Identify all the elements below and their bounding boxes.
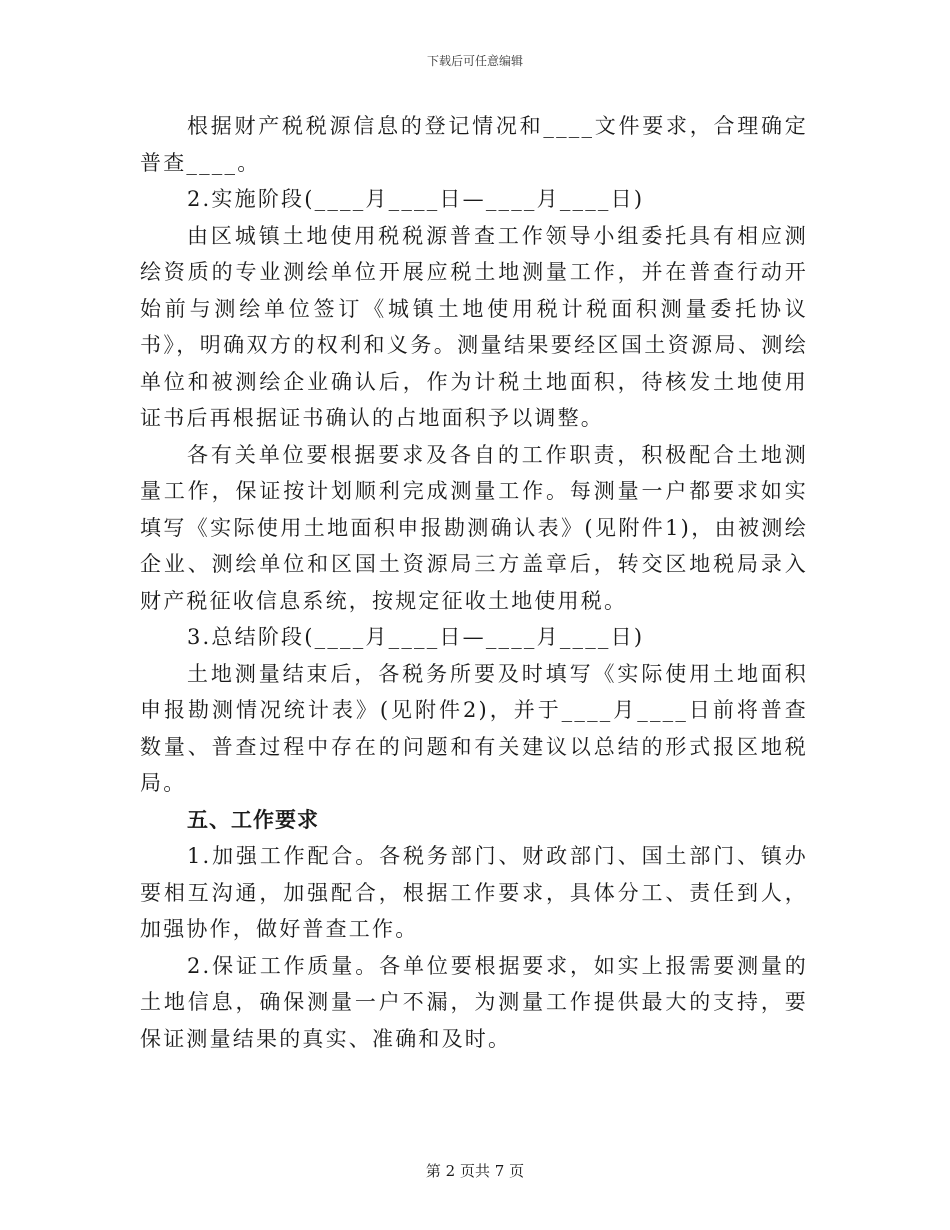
paragraph-registration: 根据财产税税源信息的登记情况和____文件要求，合理确定普查____。 bbox=[140, 114, 808, 175]
paragraph-summary-report: 土地测量结束后，各税务所要及时填写《实际使用土地面积申报勘测情况统计表》(见附件2)，并于____月____日前将普查数量、普查过程中存在的问题和有关建议以总结的形式报区地税局。 bbox=[140, 661, 808, 795]
page-number: 第 2 页共 7 页 bbox=[425, 1162, 525, 1180]
subheading-implementation-stage: 2.实施阶段(____月____日—____月____日) bbox=[187, 187, 645, 211]
paragraph-surveying-entrust: 由区城镇土地使用税税源普查工作领导小组委托具有相应测绘资质的专业测绘单位开展应税土地测量工作，并在普查行动开始前与测绘单位签订《城镇土地使用税计税面积测量委托协议书》，明确双方的权利和义务。测量结果要经区国土资源局、测绘单位和被测绘企业确认后，作为计税土地面积，待核发土地使用证书后再根据证书确认的占地面积予以调整。 bbox=[140, 223, 808, 430]
document-body bbox=[140, 108, 808, 1057]
paragraph-strengthen-cooperation: 1.加强工作配合。各税务部门、财政部门、国土部门、镇办要相互沟通，加强配合，根据工作要求，具体分工、责任到人，加强协作，做好普查工作。 bbox=[140, 844, 808, 941]
header-note: 下载后可任意编辑 bbox=[426, 54, 523, 68]
paragraph-units-cooperation: 各有关单位要根据要求及各自的工作职责，积极配合土地测量工作，保证按计划顺利完成测量工作。每测量一户都要求如实填写《实际使用土地面积申报勘测确认表》(见附件1)，由被测绘企业、测绘单位和区国土资源局三方盖章后，转交区地税局录入财产税征收信息系统，按规定征收土地使用税。 bbox=[140, 442, 808, 613]
paragraph-ensure-quality: 2.保证工作质量。各单位要根据要求，如实上报需要测量的土地信息，确保测量一户不漏，为测量工作提供最大的支持，要保证测量结果的真实、准确和及时。 bbox=[140, 953, 808, 1051]
section-heading-work-requirements: 五、工作要求 bbox=[187, 806, 319, 832]
subheading-summary-stage: 3.总结阶段(____月____日—____月____日) bbox=[187, 625, 645, 649]
